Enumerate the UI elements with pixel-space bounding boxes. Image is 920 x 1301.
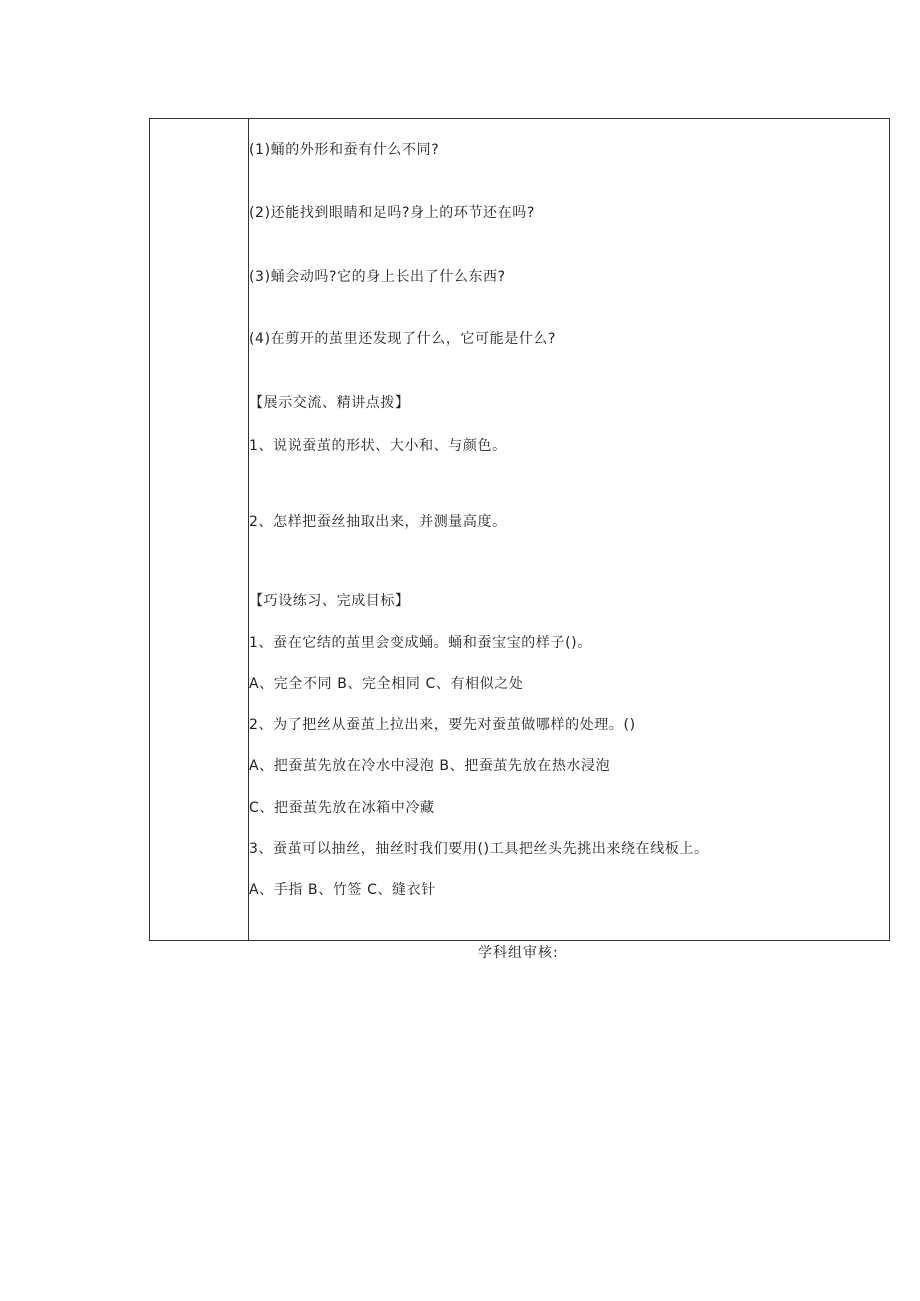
practice-line-1: 1、蚕在它结的茧里会变成蛹。蛹和蚕宝宝的样子()。 [249, 635, 592, 651]
section-heading-practice: 【巧设练习、完成目标】 [249, 593, 410, 609]
practice-line-4: A、把蚕茧先放在冷水中浸泡 B、把蚕茧先放在热水浸泡 [249, 758, 611, 774]
content-cell [249, 119, 889, 940]
practice-line-2: A、完全不同 B、完全相同 C、有相似之处 [249, 676, 524, 692]
section-heading-show: 【展示交流、精讲点拨】 [249, 395, 410, 411]
question-4: (4)在剪开的茧里还发现了什么，它可能是什么? [249, 331, 557, 347]
practice-line-5: C、把蚕茧先放在冰箱中冷藏 [249, 800, 435, 816]
review-label: 学科组审核: [478, 945, 559, 961]
question-3: (3)蛹会动吗?它的身上长出了什么东西? [249, 269, 506, 285]
show-item-2: 2、怎样把蚕丝抽取出来，并测量高度。 [249, 514, 507, 530]
lesson-table [149, 118, 890, 941]
question-2: (2)还能找到眼睛和足吗?身上的环节还在吗? [249, 205, 535, 221]
practice-line-6: 3、蚕茧可以抽丝，抽丝时我们要用()工具把丝头先挑出来绕在线板上。 [249, 841, 709, 857]
practice-line-3: 2、为了把丝从蚕茧上拉出来，要先对蚕茧做哪样的处理。() [249, 717, 636, 733]
left-column-cell [150, 119, 249, 940]
practice-line-7: A、手指 B、竹签 C、缝衣针 [249, 882, 436, 898]
question-1: (1)蛹的外形和蚕有什么不同? [249, 142, 440, 158]
show-item-1: 1、说说蚕茧的形状、大小和、与颜色。 [249, 438, 507, 454]
